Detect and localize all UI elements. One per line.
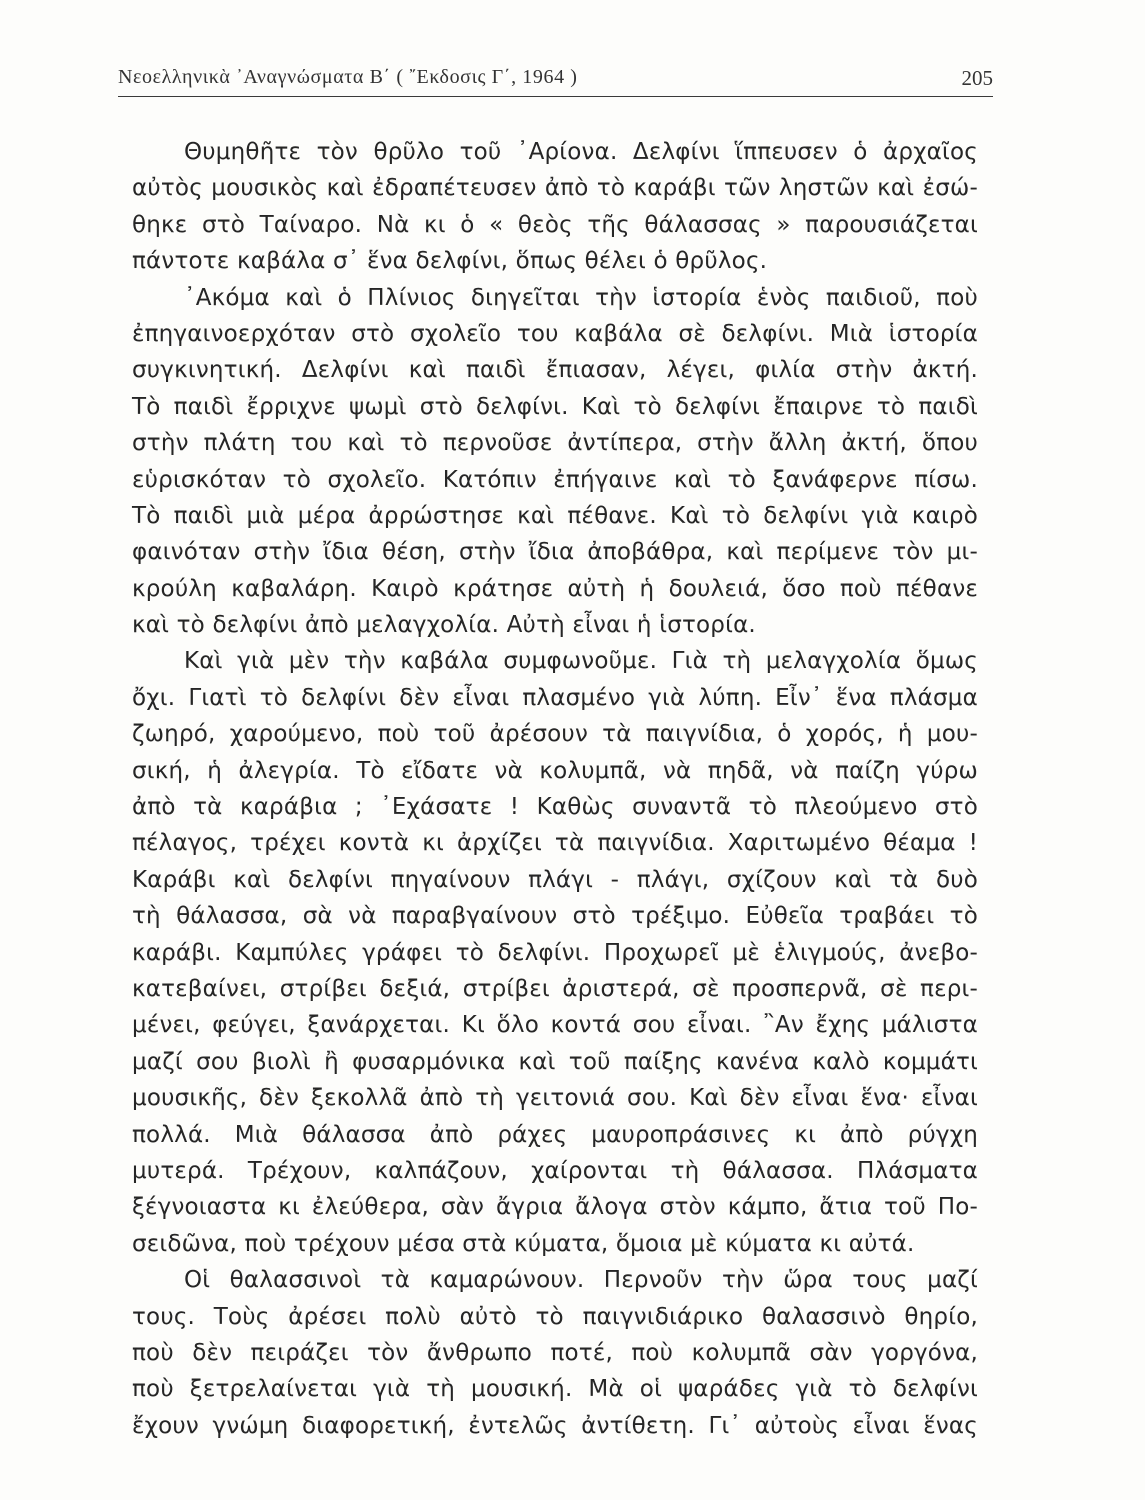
text-line: Καὶ γιὰ μὲν τὴν καβάλα συμφωνοῦμε. Γιὰ τὴ μελαγχολία ὅμως: [184, 648, 978, 675]
text-line: τους. Τοὺς ἀρέσει πολὺ αὐτὸ τὸ παιγνιδιάρικο θαλασσινὸ θηρίο,: [132, 1303, 978, 1330]
text-line: κατεβαίνει, στρίβει δεξιά, στρίβει ἀριστερά, σὲ προσπερνᾶ, σὲ περι-: [132, 975, 978, 1002]
text-line: σική, ἡ ἀλεγρία. Τὸ εἴδατε νὰ κολυμπᾶ, νὰ πηδᾶ, νὰ παίζη γύρω: [132, 757, 978, 784]
text-line: ὄχι. Γιατὶ τὸ δελφίνι δὲν εἶναι πλασμένο γιὰ λύπη. Εἶν᾿ ἕνα πλάσμα: [132, 684, 978, 711]
text-line: συγκινητική. Δελφίνι καὶ παιδὶ ἔπιασαν, λέγει, φιλία στὴν ἀκτή.: [132, 357, 978, 384]
text-line: τὴ θάλασσα, σὰ νὰ παραβγαίνουν στὸ τρέξιμο. Εὐθεῖα τραβάει τὸ: [132, 903, 978, 930]
text-line: πολλά. Μιὰ θάλασσα ἀπὸ ράχες μαυροπράσινες κι ἀπὸ ρύγχη: [132, 1121, 978, 1148]
text-line: μυτερά. Τρέχουν, καλπάζουν, χαίρονται τὴ θάλασσα. Πλάσματα: [132, 1157, 978, 1184]
text-line: Θυμηθῆτε τὸν θρῦλο τοῦ ᾿Αρίονα. Δελφίνι ἵππευσεν ὁ ἀρχαῖος: [184, 139, 978, 165]
body-text: [132, 134, 978, 1444]
text-line: ἐπηγαινοερχόταν στὸ σχολεῖο του καβάλα σὲ δελφίνι. Μιὰ ἱστορία: [132, 320, 978, 347]
text-line: εὑρισκόταν τὸ σχολεῖο. Κατόπιν ἐπήγαινε καὶ τὸ ξανάφερνε πίσω.: [132, 466, 978, 493]
text-line: θηκε στὸ Ταίναρο. Νὰ κι ὁ « θεὸς τῆς θάλασσας » παρουσιάζεται: [132, 211, 978, 238]
text-line: αὐτὸς μουσικὸς καὶ ἐδραπέτευσεν ἀπὸ τὸ καράβι τῶν ληστῶν καὶ ἐσώ-: [132, 175, 978, 202]
text-line: ξέγνοιαστα κι ἐλεύθερα, σὰν ἄγρια ἄλογα στὸν κάμπο, ἄτια τοῦ Πο-: [132, 1194, 978, 1221]
text-line: Οἱ θαλασσινοὶ τὰ καμαρώνουν. Περνοῦν τὴν ὥρα τους μαζί: [184, 1267, 978, 1294]
running-title: Νεοελληνικὰ ᾿Αναγνώσματα Β΄ ( ῎Εκδοσις Γ΄, 1964 ): [118, 66, 578, 88]
page-number: 205: [961, 66, 993, 90]
text-line: σειδῶνα, ποὺ τρέχουν μέσα στὰ κύματα, ὅμοια μὲ κύματα κι αὐτά.: [132, 1230, 915, 1257]
text-line: μαζί σου βιολὶ ἢ φυσαρμόνικα καὶ τοῦ παίξης κανένα καλὸ κομμάτι: [132, 1048, 978, 1075]
text-line: ποὺ ξετρελαίνεται γιὰ τὴ μουσική. Μὰ οἱ ψαράδες γιὰ τὸ δελφίνι: [132, 1376, 978, 1403]
text-line: μένει, φεύγει, ξανάρχεται. Κι ὅλο κοντά σου εἶναι. ῍Αν ἔχης μάλιστα: [132, 1012, 978, 1039]
text-line: φαινόταν στὴν ἴδια θέση, στὴν ἴδια ἀποβάθρα, καὶ περίμενε τὸν μι-: [132, 539, 978, 566]
text-line: καὶ τὸ δελφίνι ἀπὸ μελαγχολία. Αὐτὴ εἶναι ἡ ἱστορία.: [132, 612, 756, 639]
text-line: ἔχουν γνώμη διαφορετική, ἐντελῶς ἀντίθετη. Γι᾿ αὐτοὺς εἶναι ἕνας: [132, 1412, 978, 1439]
text-line: καράβι. Καμπύλες γράφει τὸ δελφίνι. Προχωρεῖ μὲ ἑλιγμούς, ἀνεβο-: [132, 939, 978, 966]
text-line: στὴν πλάτη του καὶ τὸ περνοῦσε ἀντίπερα, στὴν ἄλλη ἀκτή, ὅπου: [132, 430, 978, 457]
text-line: ᾿Ακόμα καὶ ὁ Πλίνιος διηγεῖται τὴν ἱστορία ἑνὸς παιδιοῦ, ποὺ: [184, 284, 978, 311]
running-head: [118, 66, 993, 97]
text-line: ζωηρό, χαρούμενο, ποὺ τοῦ ἀρέσουν τὰ παιγνίδια, ὁ χορός, ἡ μου-: [132, 721, 978, 748]
text-line: Καράβι καὶ δελφίνι πηγαίνουν πλάγι - πλάγι, σχίζουν καὶ τὰ δυὸ: [132, 866, 978, 893]
text-line: πέλαγος, τρέχει κοντὰ κι ἀρχίζει τὰ παιγνίδια. Χαριτωμένο θέαμα !: [132, 830, 978, 857]
text-line: ἀπὸ τὰ καράβια ; ᾿Εχάσατε ! Καθὼς συναντᾶ τὸ πλεούμενο στὸ: [132, 794, 978, 821]
text-line: Τὸ παιδὶ μιὰ μέρα ἀρρώστησε καὶ πέθανε. Καὶ τὸ δελφίνι γιὰ καιρὸ: [132, 502, 978, 529]
text-line: Τὸ παιδὶ ἔρριχνε ψωμὶ στὸ δελφίνι. Καὶ τὸ δελφίνι ἔπαιρνε τὸ παιδὶ: [132, 393, 978, 420]
text-line: μουσικῆς, δὲν ξεκολλᾶ ἀπὸ τὴ γειτονιά σου. Καὶ δὲν εἶναι ἕνα· εἶναι: [132, 1085, 978, 1112]
text-line: ποὺ δὲν πειράζει τὸν ἄνθρωπο ποτέ, ποὺ κολυμπᾶ σὰν γοργόνα,: [132, 1339, 978, 1366]
text-line: κρούλη καβαλάρη. Καιρὸ κράτησε αὐτὴ ἡ δουλειά, ὅσο ποὺ πέθανε: [132, 575, 978, 602]
text-line: πάντοτε καβάλα σ᾿ ἕνα δελφίνι, ὅπως θέλει ὁ θρῦλος.: [132, 248, 768, 275]
